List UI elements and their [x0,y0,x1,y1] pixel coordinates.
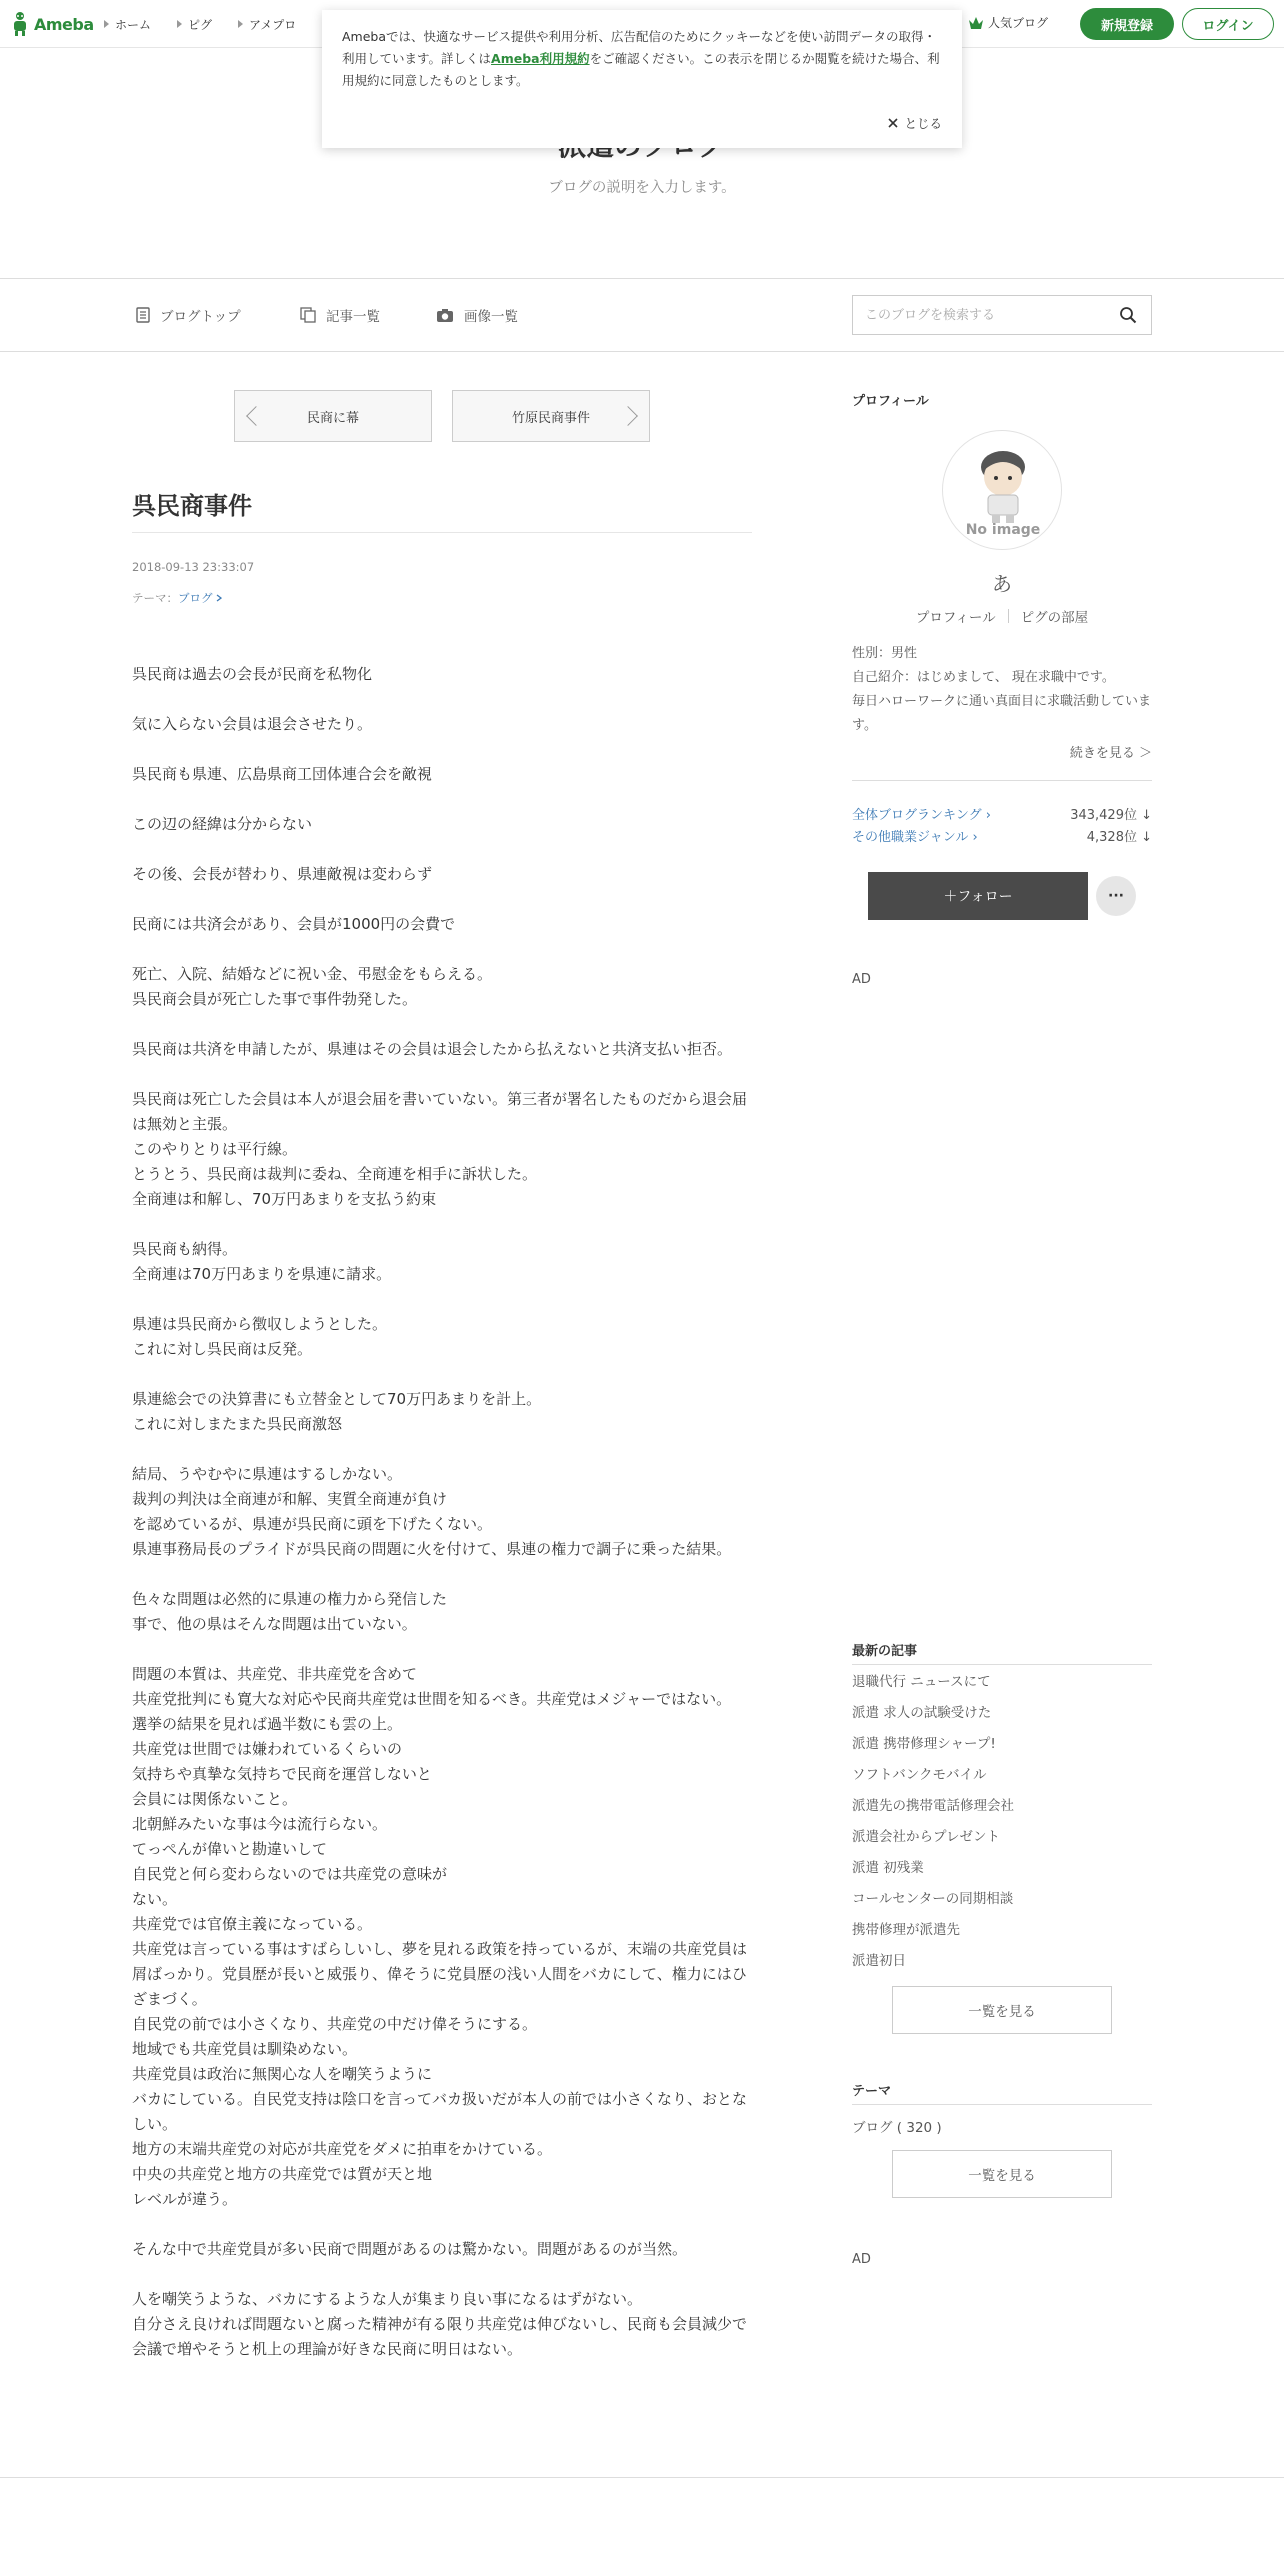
recent-article-item[interactable]: 派遣初日 [852,1953,906,1969]
article-line: 事で、他の県はそんな問題は出ていない。 [132,1615,417,1633]
article-line: これに対し呉民商は反発。 [132,1340,313,1358]
cookie-notice [322,10,962,148]
article-line: 全商連は和解し、70万円あまりを支払う約束 [132,1190,437,1208]
cookie-text [342,26,942,92]
article-line: 呉民商は共済を申請したが、県連はその会員は退会したから払えないと共済支払い拒否。 [132,1040,733,1058]
article-line: 会員には関係ないこと。 [132,1790,298,1808]
article-line: 結局、うやむやに県連はするしかない。 [132,1465,403,1483]
document-icon [136,307,150,323]
genre-ranking-value: 4,328位 ↓ [1086,830,1152,845]
recent-article-item[interactable]: 派遣先の携帯電話修理会社 [852,1798,1014,1814]
article-line: 人を嘲笑うような、バカにするような人が集まり良い事になるはずがない。 [132,2290,643,2308]
article-line: 選挙の結果を見れば過半数にも雲の上。 [132,1715,403,1733]
article-line: 共産党は世間では嫌われているくらいの [132,1740,403,1758]
article-line: 県連事務局長のプライドが呉民商の問題に火を付けて、県連の権力で調子に乗った結果。 [132,1540,732,1558]
close-icon [888,118,898,128]
overall-ranking-value: 343,429位 ↓ [1070,808,1152,823]
popular-blog-link[interactable] [968,14,1048,31]
article-list-label: 記事一覧 [326,309,380,325]
article-line: これに対しまたまた呉民商激怒 [132,1415,343,1433]
profile-links [852,606,1152,626]
chevron-right-icon [618,406,638,426]
article-line: レベルが違う。 [132,2190,238,2208]
chevron-right-icon [216,594,222,602]
article-line: 共産党員は政治に無関心な人を嘲笑うように [132,2065,433,2083]
profile-link[interactable]: プロフィール [915,610,996,626]
nav-home-label: ホーム [115,17,152,32]
overall-ranking-label: 全体ブログランキング › [852,808,991,823]
image-list-link[interactable] [436,305,518,325]
article-line: 呉民商も県連、広島県商工団体連合会を敵視 [132,765,433,783]
article-line: このやりとりは平行線。 [132,1140,298,1158]
article-line: 裁判の判決は全商連が和解、実質全商連が負け [132,1490,448,1508]
prev-article-label: 民商に幕 [306,410,359,426]
profile-name[interactable]: あ [992,572,1012,596]
article-line: 死亡、入院、結婚などに祝い金、弔慰金をもらえる。 [132,965,493,983]
triangle-right-icon [238,20,243,28]
recent-articles-list [852,1670,1152,1980]
article-paragraph [132,812,752,837]
recent-article-item[interactable]: コールセンターの同期相談 [852,1891,1014,1907]
article-paragraph [132,1237,752,1287]
ameba-logo[interactable] [10,10,94,38]
theme-list-button[interactable]: 一覧を見る [892,2150,1112,2198]
profile-divider [852,780,1152,781]
recent-list-button[interactable]: 一覧を見る [892,1986,1112,2034]
cookie-close-button[interactable] [888,114,942,132]
theme-heading: テーマ [852,2084,892,2099]
article-divider [132,532,752,533]
article-line: とうとう、呉民商は裁判に委ね、全商連を相手に訴状した。 [132,1165,538,1183]
article-list-link[interactable] [300,305,380,325]
article-paragraph [132,962,752,1012]
nav-pigg-label: ピグ [188,17,213,32]
article-line: そんな中で共産党員が多い民商で問題があるのは驚かない。問題があるのが当然。 [132,2240,688,2258]
article-paragraph [132,1462,752,1562]
article-paragraph [132,2287,752,2362]
global-nav [104,0,296,48]
terms-link[interactable]: Ameba利用規約 [491,51,590,66]
article-line: 民商には共済会があり、会員が1000円の会費で [132,915,456,933]
genre-ranking-label: その他職業ジャンル › [852,830,978,845]
theme-divider [852,2104,1152,2105]
article-title[interactable]: 呉民商事件 [132,492,252,520]
article-paragraph [132,1587,752,1637]
theme-item-blog[interactable]: ブログ ( 320 ) [852,2120,942,2136]
article-date: 2018-09-13 23:33:07 [132,560,255,574]
next-article-label: 竹原民商事件 [511,410,590,426]
blog-top-link[interactable] [136,305,241,325]
article-paragraph [132,1387,752,1437]
article-line: バカにしている。自民党支持は陰口を言ってバカ扱いだが本人の前では小さくなり、おとなしい。 [132,2090,748,2133]
article-line: 自民党と何ら変わらないのでは共産党の意味が [132,1865,448,1883]
recent-article-item[interactable]: 派遣 初残業 [852,1860,924,1876]
article-line: 県連は呉民商から徴収しようとした。 [132,1315,388,1333]
nav-amepro[interactable] [238,16,296,33]
copy-icon [300,307,316,323]
article-paragraph [132,912,752,937]
article-line: 中央の共産党と地方の共産党では質が天と地 [132,2165,433,2183]
article-line: この辺の経緯は分からない [132,815,313,833]
ameba-logo-icon [10,11,30,37]
ad-label-bottom: AD [852,2252,871,2267]
camera-icon [436,308,454,323]
article-line: 色々な問題は必然的に県連の権力から発信した [132,1590,448,1608]
article-paragraph [132,1087,752,1212]
search-icon[interactable] [1119,306,1137,324]
article-paragraph [132,1662,752,2212]
recent-article-item[interactable]: 携帯修理が派遣先 [852,1922,960,1938]
profile-info [852,642,1152,738]
register-button[interactable]: 新規登録 [1080,8,1174,40]
article-paragraph [132,862,752,887]
read-more-link[interactable]: 続きを見る ＞ [1069,746,1152,761]
blog-nav [0,278,1284,352]
logo-text: Ameba [34,14,94,34]
image-list-label: 画像一覧 [464,309,518,325]
blog-search-input[interactable] [853,296,1103,334]
article-line: 共産党では官僚主義になっている。 [132,1915,373,1933]
footer-divider [0,2477,1284,2478]
article-paragraph [132,2237,752,2262]
nav-amepro-label: アメプロ [249,17,297,32]
article-line: 呉民商会員が死亡した事で事件勃発した。 [132,990,418,1008]
recent-article-item[interactable]: ソフトバンクモバイル [852,1767,987,1783]
article-paragraph [132,1312,752,1362]
article-line: 全商連は70万円あまりを県連に請求。 [132,1265,392,1283]
recent-divider [852,1664,1152,1665]
article-line: 呉民商は死亡した会員は本人が退会届を書いていない。第三者が署名したものだから退会届は無効と主張。 [132,1090,748,1133]
chevron-left-icon [246,406,266,426]
triangle-right-icon [104,20,109,28]
profile-intro: 自己紹介：はじめまして、 現在求職中です。 [852,670,1115,685]
cookie-close-label: とじる [904,116,942,131]
recent-article-item[interactable]: 派遣 求人の試験受けた [852,1705,992,1721]
article-paragraph [132,1037,752,1062]
next-article-button[interactable] [452,390,650,442]
article-paragraph [132,712,752,737]
separator [1008,609,1009,623]
article-line: 共産党は言っている事はすばらしいし、夢を見れる政策を持っているが、末端の共産党員は屑ばっかり。党員歴が長いと威張り、偉そうに党員歴の浅い人間をバカにして、権力にはひざまづく。 [132,1940,748,2008]
article-paragraph [132,662,752,687]
avatar[interactable] [942,430,1062,550]
article-line: その後、会長が替わり、県連敵視は変わらず [132,865,433,883]
nav-home[interactable] [104,16,151,33]
recent-article-item[interactable]: 派遣会社からプレゼント [852,1829,1000,1845]
article-theme-link[interactable]: ブログ [178,591,213,605]
recent-article-item[interactable]: 退職代行 ニュースにて [852,1674,991,1690]
prev-article-button[interactable] [234,390,432,442]
recent-article-item[interactable]: 派遣 携帯修理シャープ! [852,1736,996,1752]
genre-ranking[interactable] [852,826,1152,845]
profile-intro-cont: 毎日ハローワークに通い真面目に求職活動しています。 [852,694,1152,733]
article-theme-label: テーマ： [132,591,178,605]
blog-description: ブログの説明を入力します。 [548,180,736,196]
popular-blog-label: 人気ブログ [988,16,1049,30]
nav-pigg[interactable] [177,16,212,33]
article-line: 地域でも共産党員は馴染めない。 [132,2040,358,2058]
more-options-button[interactable]: ··· [1096,876,1136,916]
article-line: 県連総会での決算書にも立替金として70万円あまりを計上。 [132,1390,542,1408]
article-line: ない。 [132,1890,178,1908]
cookie-text-after: をご確認ください。この表示を閉じるか閲覧を続けた場合、利用規約に同意したものとします。 [342,51,940,88]
recent-articles-heading: 最新の記事 [852,1644,918,1659]
article-line: 共産党批判にも寛大な対応や民商共産党は世間を知るべき。共産党はメジャーではない。 [132,1690,732,1708]
article-line: 呉民商も納得。 [132,1240,238,1258]
blog-search [852,295,1152,335]
no-image-avatar-icon [943,431,1062,550]
follow-button[interactable]: ＋フォロー [868,872,1088,920]
article-line: 気持ちや真摯な気持ちで民商を運営しないと [132,1765,432,1783]
article-theme [132,590,222,606]
article-line: てっぺんが偉いと勘違いして [132,1840,328,1858]
cookie-text-before: Amebaでは、快適なサービス提供や利用分析、広告配信のためにクッキーなどを使い訪問データの取得・利用しています。詳しくは [342,29,937,66]
pigg-room-link[interactable]: ピグの部屋 [1020,610,1089,626]
profile-heading: プロフィール [852,394,929,409]
article-paragraph [132,762,752,787]
overall-ranking[interactable] [852,804,1152,823]
triangle-right-icon [177,20,182,28]
article-line: 自分さえ良ければ問題ないと腐った精神が有る限り共産党は伸びないし、民商も会員減少で会議で増やそうと机上の理論が好きな民商に明日はない。 [132,2315,748,2358]
article-line: 自民党の前では小さくなり、共産党の中だけ偉そうにする。 [132,2015,538,2033]
article-line: を認めているが、県連が呉民商に頭を下げたくない。 [132,1515,493,1533]
article-line: 気に入らない会員は退会させたり。 [132,715,373,733]
ad-label: AD [852,972,871,987]
login-button[interactable]: ログイン [1182,8,1274,40]
profile-gender: 性別：男性 [852,646,918,661]
article-body [132,662,752,2387]
article-line: 問題の本質は、共産党、非共産党を含めて [132,1665,418,1683]
crown-icon [968,16,984,30]
article-line: 北朝鮮みたいな事は今は流行らない。 [132,1815,388,1833]
article-line: 地方の末端共産党の対応が共産党をダメに拍車をかけている。 [132,2140,553,2158]
svg-text:No image: No image [965,522,1041,538]
blog-top-label: ブログトップ [160,309,241,325]
article-line: 呉民商は過去の会長が民商を私物化 [132,665,373,683]
